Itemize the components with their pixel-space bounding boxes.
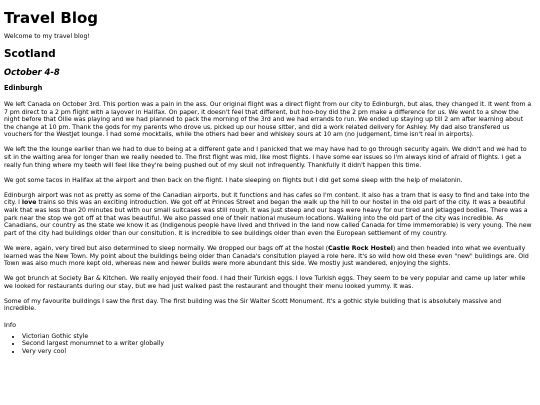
list-item: • Second largest monumnet to a writer globally bbox=[22, 340, 534, 348]
paragraph-arrival bbox=[4, 192, 534, 238]
paragraph-arrival-bold: love bbox=[21, 199, 37, 207]
paragraph-buildings: Some of my favourite buildings I saw the first day. The first building was the Sir Walter Scott Monument. It's a gothic style building that is absolutely massive and incredible. bbox=[4, 297, 502, 313]
welcome-text: Welcome to my travel blog! bbox=[4, 33, 90, 40]
list-item: • Very very cool bbox=[22, 348, 534, 356]
paragraph-brunch: We got brunch at Society Bar & Kitchen. We really enjoyed their food. I had their Turkish eggs. I love Turkish eggs. They seem to be very popular and came up later while we looked for restaurants during our stay, but we had just walked past the restaurant and thought their menu looked yummy. It was. bbox=[4, 275, 526, 290]
list-item: • Victorian Gothic style bbox=[22, 333, 534, 341]
paragraph-arrival-part1: Edinburgh airport was not as pretty as some of the Canadian airports, but it functions and has cafes so I'm content. It also has a tram that is easy to find and take into the city. I bbox=[4, 191, 530, 207]
date-range-heading: October 4-8 bbox=[4, 67, 60, 77]
info-label: Info bbox=[4, 320, 17, 329]
paragraph-hostel-part2: ) and then headed into what we eventually learned was the New Town. My point about the buildings being older than Canada's consitution played a role here. It's so wild how old these even "new" buildings are. Old Town was also much more kept old, whereas new and newer builds were more abundant this side. We mostly just wandered, enjoying the sights. bbox=[4, 244, 529, 268]
paragraph-hostel-bold: Castle Rock Hostel bbox=[328, 244, 393, 252]
city-subheading: Edinburgh bbox=[4, 84, 43, 92]
paragraph-departure: We left Canada on October 3rd. This portion was a pain in the ass. Our original flight was a direct flight from our city to Edinburgh, but alas, they changed it. It went from a 7 pm direct to a 2 pm flight with a layover in Halifax. On paper, it doesn't feel that different, but hoo-boy did the 2 pm make a difference for us. We went to a show the night before that Ollie was playing and we had planned to pack the morning of the 3rd and we had errands to run. We ended up staying up till 2 am after learning about the change at 10 pm. Thank the gods for my parents who drove us, picked up our house sitter, and did a work related delivery for Ashley. My dad also transfered us vouchers for the WestJet lounge. I had some mocktails, while the others had beer and whiskey sours at 10 am (no judgement, time isn't real in airports). bbox=[4, 101, 532, 139]
paragraph-hostel-part1: We were, again, very tired but also determined to sleep normally. We dropped our bags off at the hostel ( bbox=[4, 244, 329, 252]
paragraph-hostel bbox=[4, 245, 534, 268]
paragraph-halifax: We got some tacos in Halifax at the airport and then back on the flight. I hate sleeping on flights but I did get some sleep with the help of melatonin. bbox=[4, 176, 463, 184]
blog-page bbox=[4, 0, 534, 355]
section-heading: Scotland bbox=[4, 48, 56, 60]
info-list bbox=[4, 333, 534, 356]
paragraph-lounge: We left the the lounge earlier than we had to due to being at a different gate and I panicked that we may have had to go through security again. We didn't and we had to sit in the waiting area for longer than we really needed to. The first flight was mid, like most flights. I have some ear issues so I'm always kind of afraid of flights. I get a really fun thing where my teeth will feel like they're being pushed out of my skull not infrequently. Thankfully it didn't happen this time. bbox=[4, 146, 527, 169]
blog-title: Travel Blog bbox=[4, 9, 99, 27]
paragraph-arrival-part2: trains so this was an exciting introduction. We got off at Princes Street and began the walk up the hill to our hostel in the old part of the city. It was a beautiful walk that was less than 20 minutes but with our small suitcases was still rough. It was just steep and our bags were heavy for our tired and jetlagged bodies. There was a park near the stop we got off at that was beautiful. We also passed one of their national museum locations. Walking into the old part of the city was incredible. As Canadians, our country as the state we know it as (Indigenous people have lived and thrived in the land now called Canada for time immemorable) is very young. The new part of the city had buildings older than our consitution. It is incredible to see buildings older than even the European settlement of my country. bbox=[4, 199, 532, 237]
